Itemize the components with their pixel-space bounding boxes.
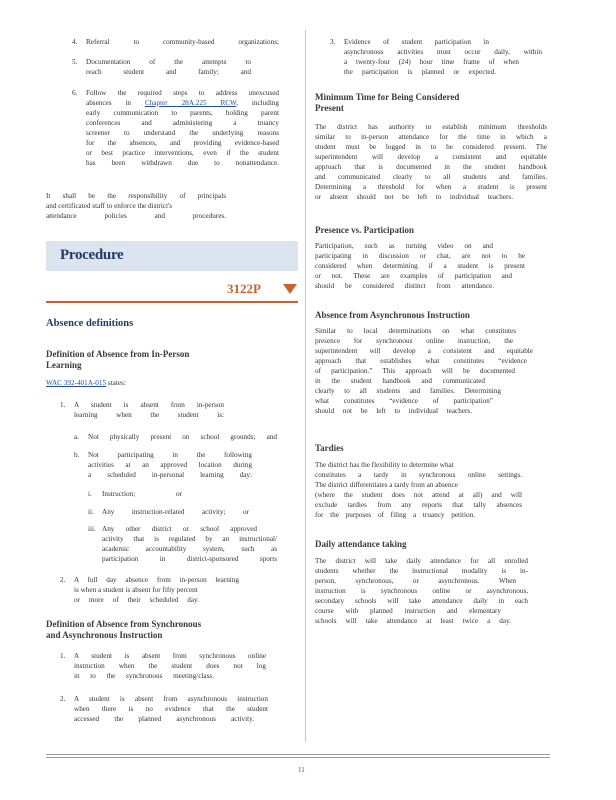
list-number: b. [74,451,80,459]
text-line: when there is no evidence that the student [74,705,268,713]
text-line: course with planned instruction and elementary [315,607,501,615]
text-line: screener to understand the underlying reasons [86,129,279,137]
text-line: A student is absent from synchronous online [74,652,266,660]
text-line: has been withdrawn due to nonattendance. [86,159,279,167]
text-line: A student is absent from in-person [74,401,224,409]
presence-heading: Presence vs. Participation [315,225,415,235]
text-line: A full day absence from in-person learning [74,576,239,584]
text-line: a scheduled in-personal learning day: [88,471,252,479]
text-line: in to the synchronous meeting/class. [74,672,214,680]
list-number: 1. [60,401,66,409]
list-number: 2. [60,576,66,584]
orange-divider [46,301,298,303]
heading-line: and Asynchronous Instruction [46,630,163,640]
list-number: iii. [88,525,96,533]
list-item-text [74,400,224,420]
list-item-text [86,88,279,168]
text-line: should not be left to individual teachers. [315,407,472,415]
min-time-heading [315,92,550,114]
presence-paragraph [315,241,525,291]
text-line: Not participating in the following [88,451,252,459]
footer-divider [46,757,550,758]
text-line: exclude tardies from any reports that tally absences [315,501,522,509]
text-line: participating in discussion or chat, are not to be [315,252,525,260]
sync-heading [46,619,298,641]
heading-line: Definition of Absence from Synchronous [46,619,202,629]
text-line: of participation.” This approach will be documented [315,367,515,375]
procedure-title: Procedure [60,247,124,263]
text-line: what constitutes “evidence of participation” [315,397,493,405]
text-line: and communicated clearly to all students and families. [315,173,547,181]
text-line: similar to in-person attendance for the time in which a [315,133,547,141]
text-line: superintendent will develop a consistent and equitable [315,347,533,355]
procedure-banner [46,241,298,271]
text-line: or best practice interventions, even if the student [86,149,279,157]
text-line: The district has authority to establish minimum thresholds [315,123,547,131]
list-item-text [88,450,252,480]
page-number: 11 [298,766,305,774]
text-line: participation in district-sponsored sports [102,555,277,563]
text-line: or absent should not be left to individual teachers. [315,193,513,201]
wac-link[interactable]: WAC 392-401A-015 [46,379,107,387]
text-line: learning when the student is: [74,411,224,419]
tardies-heading: Tardies [315,443,344,453]
list-number: 4. [72,38,78,46]
text-line: A student is absent from asynchronous instruction [74,695,268,703]
list-number: 6. [72,89,78,97]
list-item-text [86,37,279,47]
footer-divider [46,754,550,755]
text-line: Documentation of the attempts to [86,58,251,66]
list-item-text [74,651,266,681]
text-line [46,378,166,388]
text-line: approach that is documented in the student handbook [315,163,547,171]
list-number: 3. [330,38,336,46]
heading-line: Present [315,103,344,113]
text-line: superintendent will develop a consistent and equitable [315,153,547,161]
daily-attendance-heading: Daily attendance taking [315,539,407,549]
list-number: a. [74,433,79,441]
text-line: Similar to local determinations on what constitutes [315,327,516,335]
min-time-paragraph [315,122,547,202]
text-line: a twenty-four (24) hour time frame of when [344,58,519,66]
text-line: Follow the required steps to address unexcused [86,89,279,97]
triangle-down-icon [283,284,297,294]
absence-definitions-heading: Absence definitions [46,318,134,329]
text-line: or more of their scheduled day. [74,596,199,604]
text-line: student must be logged in to be considered present. The [315,143,547,151]
text-line: should be considered distinct from attendance. [315,282,494,290]
procedure-code: 3122P [227,281,261,296]
text-line: in the student handbook and communicated [315,377,485,385]
text-line: schools will take attendance at least twice a day. [315,617,511,625]
text-line: and certificated staff to enforce the district's [46,202,173,210]
text-line: Instruction; or [102,490,182,498]
list-item-text [102,489,182,499]
text-line: The district has the flexibility to determine what [315,461,454,469]
wac-line [46,378,166,388]
list-number: ii. [88,508,94,516]
text-fragment: states: [106,379,126,387]
column-divider [305,30,306,742]
text-line: It shall be the responsibility of principals [46,192,226,200]
list-number: 1. [60,652,66,660]
list-item-text [88,432,277,442]
text-line: Not physically present on school grounds; and [88,433,277,441]
text-fragment: absences in [86,99,145,107]
async-absence-heading: Absence from Asynchronous Instruction [315,310,470,320]
text-line: accessed the planned asynchronous activity. [74,715,254,723]
text-line: is when a student is absent for fifty percent [74,586,198,594]
text-line: constitutes a tardy in synchronous online settings. [315,471,522,479]
text-line: considered when determining if a student is present [315,262,525,270]
text-line: (where the student does not attend at all) and will [315,491,522,499]
text-line: Referral to community-based organizations; [86,38,279,46]
text-line: secondary schools will take attendance daily in each [315,597,528,605]
text-line: presence for synchronous online instruction, the [315,337,513,345]
list-item-text [74,575,239,605]
text-line: the participation is planned or expected. [344,68,496,76]
text-line: Any other district or school approved [102,525,257,533]
list-number: 5. [72,58,78,66]
text-line: asynchronous activities must occur daily, within [344,48,542,56]
rcw-link[interactable]: Chapter 28A.225 RCW [144,99,237,107]
text-line: The district will take daily attendance for all enrolled [315,557,528,565]
text-line: Evidence of student participation in [344,38,489,46]
text-line: Determining a threshold for when a student is present [315,183,547,191]
list-item-text [102,524,277,564]
text-line [86,98,279,108]
text-line: activity that is regulated by an instructional/ [102,535,277,543]
text-line: reach student and family; and [86,68,251,76]
text-line: students whether the instructional modality is in- [315,567,528,575]
list-item-text [102,507,249,517]
text-line: instruction when the student does not log [74,662,266,670]
heading-line: Learning [46,360,82,370]
text-line: clearly to all students and families. Determining [315,387,501,395]
text-line: approach that establishes what constitutes “evidence [315,357,527,365]
heading-line: Definition of Absence from In-Person [46,349,190,359]
list-number: i. [88,490,92,498]
text-line: person, synchronous, or asynchronous. When [315,577,516,585]
text-line: Any instruction-related activity; or [102,508,249,516]
text-line: academic accountability system, such as [102,545,277,553]
text-line: conferences and administering a truancy [86,119,279,127]
tardies-paragraph [315,460,522,520]
responsibility-paragraph [46,191,226,221]
text-line: for the purposes of filing a truancy petition. [315,511,475,519]
async-absence-paragraph [315,326,533,416]
list-number: 2. [60,695,66,703]
text-fragment: , including [236,99,279,107]
text-line: activities at an approved location during [88,461,252,469]
text-line: instruction is synchronous online or asynchronous, [315,587,528,595]
text-line: or not. These are examples of participation and [315,272,512,280]
text-line: The district differentiates a tardy from an absence [315,481,458,489]
list-item-text [74,694,268,724]
list-item-text [86,57,251,77]
daily-attendance-paragraph [315,556,528,626]
heading-line: Minimum Time for Being Considered [315,92,460,102]
text-line: early communication to parents, holding parent [86,109,279,117]
list-item-text [344,37,542,77]
text-line: attendance policies and procedures. [46,212,226,220]
text-line: for the absences, and providing evidence-based [86,139,279,147]
text-line: Participation, such as turning video on and [315,242,493,250]
inperson-heading [46,349,298,371]
